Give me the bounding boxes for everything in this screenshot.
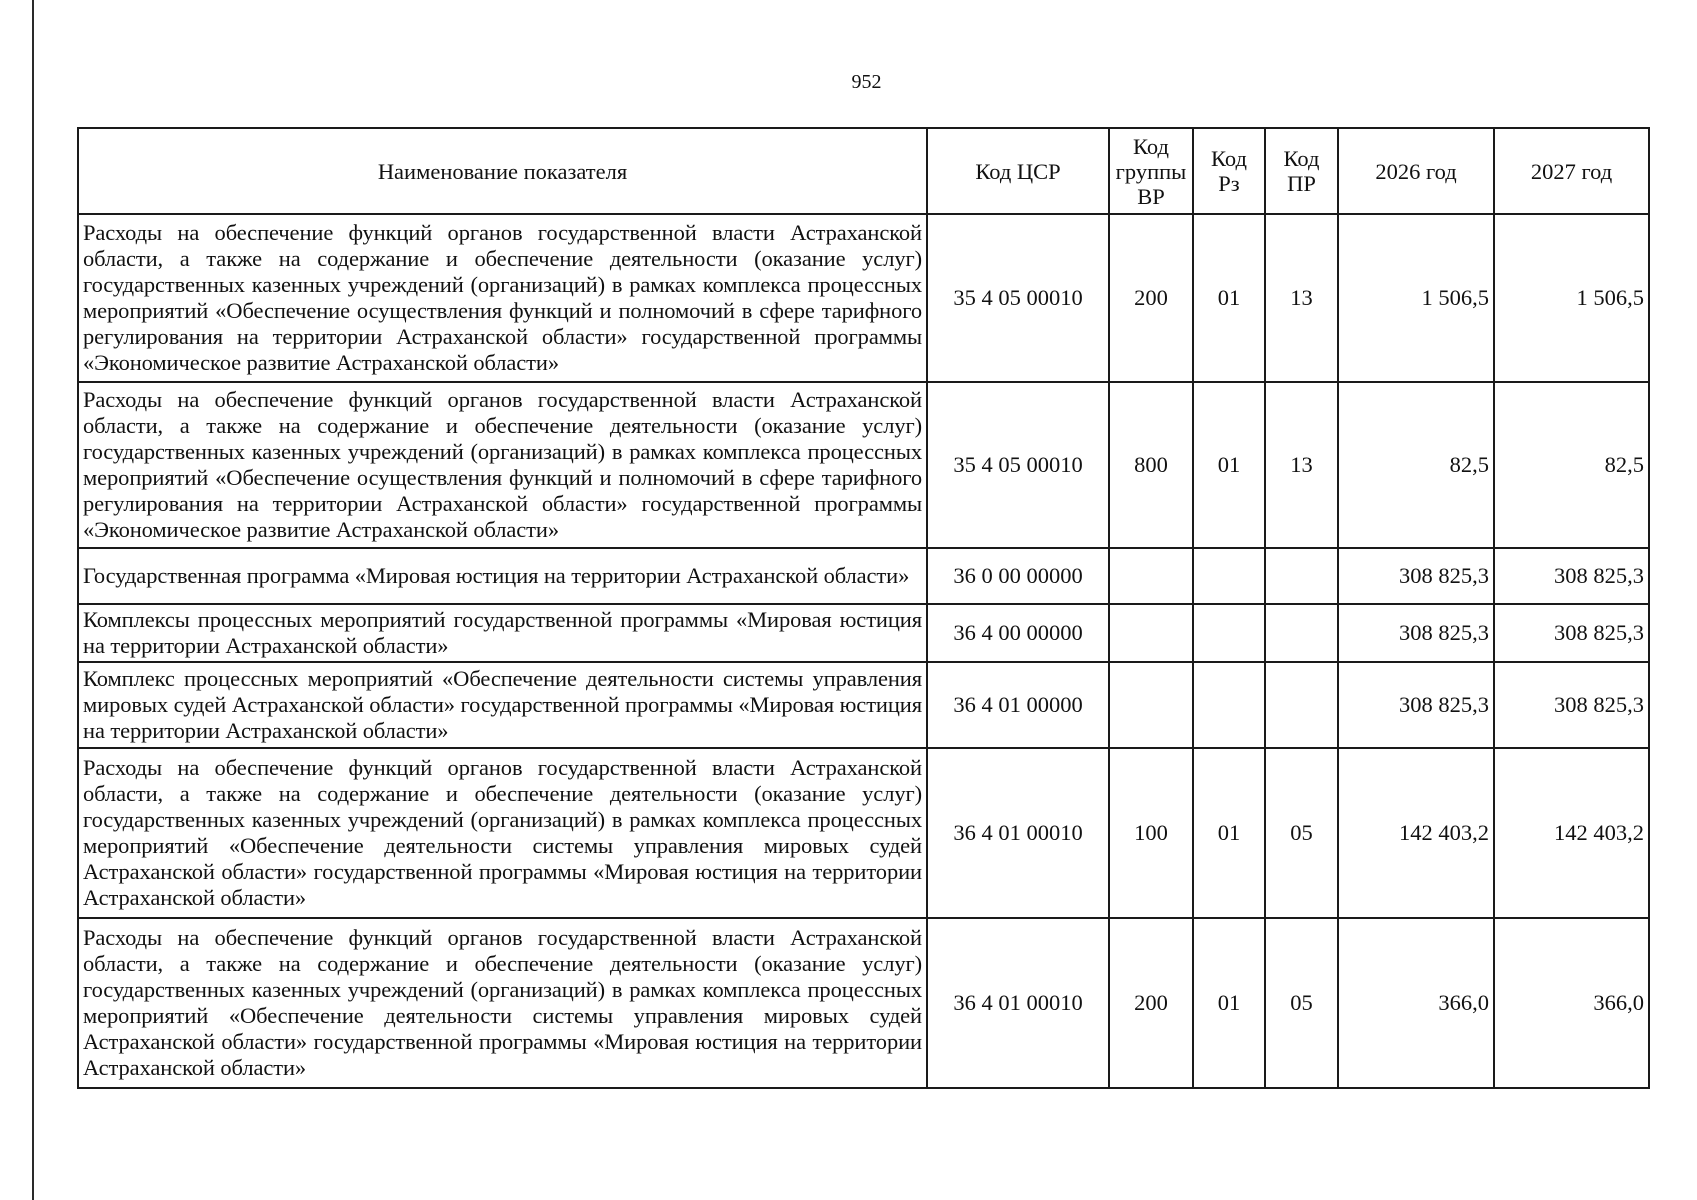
row-name-cell: Расходы на обеспечение функций органов государственной власти Астраханской области, а также на содержание и обеспечение деятельности (оказание услуг) государственных казенных учреждений (организаций) в рамках комплекса процессных мероприятий «Обеспечение деятельности системы управления мировых судей Астраханской области» государственной программы «Мировая юстиция на территории Астраханской области» bbox=[78, 748, 927, 918]
row-2026-cell: 308 825,3 bbox=[1338, 548, 1494, 604]
table-row bbox=[78, 382, 1649, 548]
row-name-cell: Государственная программа «Мировая юстиция на территории Астраханской области» bbox=[78, 548, 927, 604]
budget-table bbox=[77, 127, 1650, 1089]
row-vr-cell: 800 bbox=[1109, 382, 1193, 548]
row-name-cell: Расходы на обеспечение функций органов государственной власти Астраханской области, а также на содержание и обеспечение деятельности (оказание услуг) государственных казенных учреждений (организаций) в рамках комплекса процессных мероприятий «Обеспечение деятельности системы управления мировых судей Астраханской области» государственной программы «Мировая юстиция на территории Астраханской области» bbox=[78, 918, 927, 1088]
header-vr-group-code: Код группы ВР bbox=[1109, 128, 1193, 214]
row-rz-cell: 01 bbox=[1193, 382, 1265, 548]
table-header-row bbox=[78, 128, 1649, 214]
row-pr-cell bbox=[1265, 662, 1338, 748]
row-2027-cell: 308 825,3 bbox=[1494, 662, 1649, 748]
row-2026-cell: 308 825,3 bbox=[1338, 604, 1494, 662]
row-pr-cell: 05 bbox=[1265, 918, 1338, 1088]
row-csr-cell: 36 4 00 00000 bbox=[927, 604, 1109, 662]
row-2026-cell: 142 403,2 bbox=[1338, 748, 1494, 918]
header-year-2026: 2026 год bbox=[1338, 128, 1494, 214]
row-2027-cell: 308 825,3 bbox=[1494, 548, 1649, 604]
row-name-cell: Расходы на обеспечение функций органов государственной власти Астраханской области, а также на содержание и обеспечение деятельности (оказание услуг) государственных казенных учреждений (организаций) в рамках комплекса процессных мероприятий «Обеспечение осуществления функций и полномочий в сфере тарифного регулирования на территории Астраханской области» государственной программы «Экономическое развитие Астраханской области» bbox=[78, 214, 927, 382]
row-pr-cell: 13 bbox=[1265, 382, 1338, 548]
row-2026-cell: 366,0 bbox=[1338, 918, 1494, 1088]
table-row bbox=[78, 748, 1649, 918]
row-vr-cell: 100 bbox=[1109, 748, 1193, 918]
row-csr-cell: 35 4 05 00010 bbox=[927, 382, 1109, 548]
row-csr-cell: 36 4 01 00000 bbox=[927, 662, 1109, 748]
row-name-cell: Комплексы процессных мероприятий государственной программы «Мировая юстиция на территории Астраханской области» bbox=[78, 604, 927, 662]
row-rz-cell: 01 bbox=[1193, 748, 1265, 918]
row-2027-cell: 308 825,3 bbox=[1494, 604, 1649, 662]
row-pr-cell: 05 bbox=[1265, 748, 1338, 918]
row-name-cell: Комплекс процессных мероприятий «Обеспечение деятельности системы управления мировых судей Астраханской области» государственной программы «Мировая юстиция на территории Астраханской области» bbox=[78, 662, 927, 748]
table-row bbox=[78, 548, 1649, 604]
page-number: 952 bbox=[851, 71, 882, 93]
binding-margin-line bbox=[32, 0, 34, 1200]
header-name: Наименование показателя bbox=[78, 128, 927, 214]
row-pr-cell bbox=[1265, 604, 1338, 662]
row-vr-cell bbox=[1109, 662, 1193, 748]
row-2026-cell: 82,5 bbox=[1338, 382, 1494, 548]
row-rz-cell: 01 bbox=[1193, 214, 1265, 382]
row-rz-cell bbox=[1193, 662, 1265, 748]
header-year-2027: 2027 год bbox=[1494, 128, 1649, 214]
row-2027-cell: 82,5 bbox=[1494, 382, 1649, 548]
header-csr-code: Код ЦСР bbox=[927, 128, 1109, 214]
row-2027-cell: 366,0 bbox=[1494, 918, 1649, 1088]
row-rz-cell bbox=[1193, 604, 1265, 662]
row-name-cell: Расходы на обеспечение функций органов государственной власти Астраханской области, а также на содержание и обеспечение деятельности (оказание услуг) государственных казенных учреждений (организаций) в рамках комплекса процессных мероприятий «Обеспечение осуществления функций и полномочий в сфере тарифного регулирования на территории Астраханской области» государственной программы «Экономическое развитие Астраханской области» bbox=[78, 382, 927, 548]
row-2026-cell: 1 506,5 bbox=[1338, 214, 1494, 382]
row-vr-cell: 200 bbox=[1109, 918, 1193, 1088]
row-2027-cell: 142 403,2 bbox=[1494, 748, 1649, 918]
row-csr-cell: 36 4 01 00010 bbox=[927, 748, 1109, 918]
row-csr-cell: 36 4 01 00010 bbox=[927, 918, 1109, 1088]
row-vr-cell bbox=[1109, 548, 1193, 604]
row-vr-cell bbox=[1109, 604, 1193, 662]
header-rz-code: Код Рз bbox=[1193, 128, 1265, 214]
row-vr-cell: 200 bbox=[1109, 214, 1193, 382]
table-row bbox=[78, 604, 1649, 662]
row-pr-cell: 13 bbox=[1265, 214, 1338, 382]
row-csr-cell: 35 4 05 00010 bbox=[927, 214, 1109, 382]
row-rz-cell: 01 bbox=[1193, 918, 1265, 1088]
table-row bbox=[78, 662, 1649, 748]
row-pr-cell bbox=[1265, 548, 1338, 604]
header-pr-code: Код ПР bbox=[1265, 128, 1338, 214]
table-row bbox=[78, 214, 1649, 382]
row-csr-cell: 36 0 00 00000 bbox=[927, 548, 1109, 604]
table-row bbox=[78, 918, 1649, 1088]
row-2027-cell: 1 506,5 bbox=[1494, 214, 1649, 382]
row-2026-cell: 308 825,3 bbox=[1338, 662, 1494, 748]
row-rz-cell bbox=[1193, 548, 1265, 604]
